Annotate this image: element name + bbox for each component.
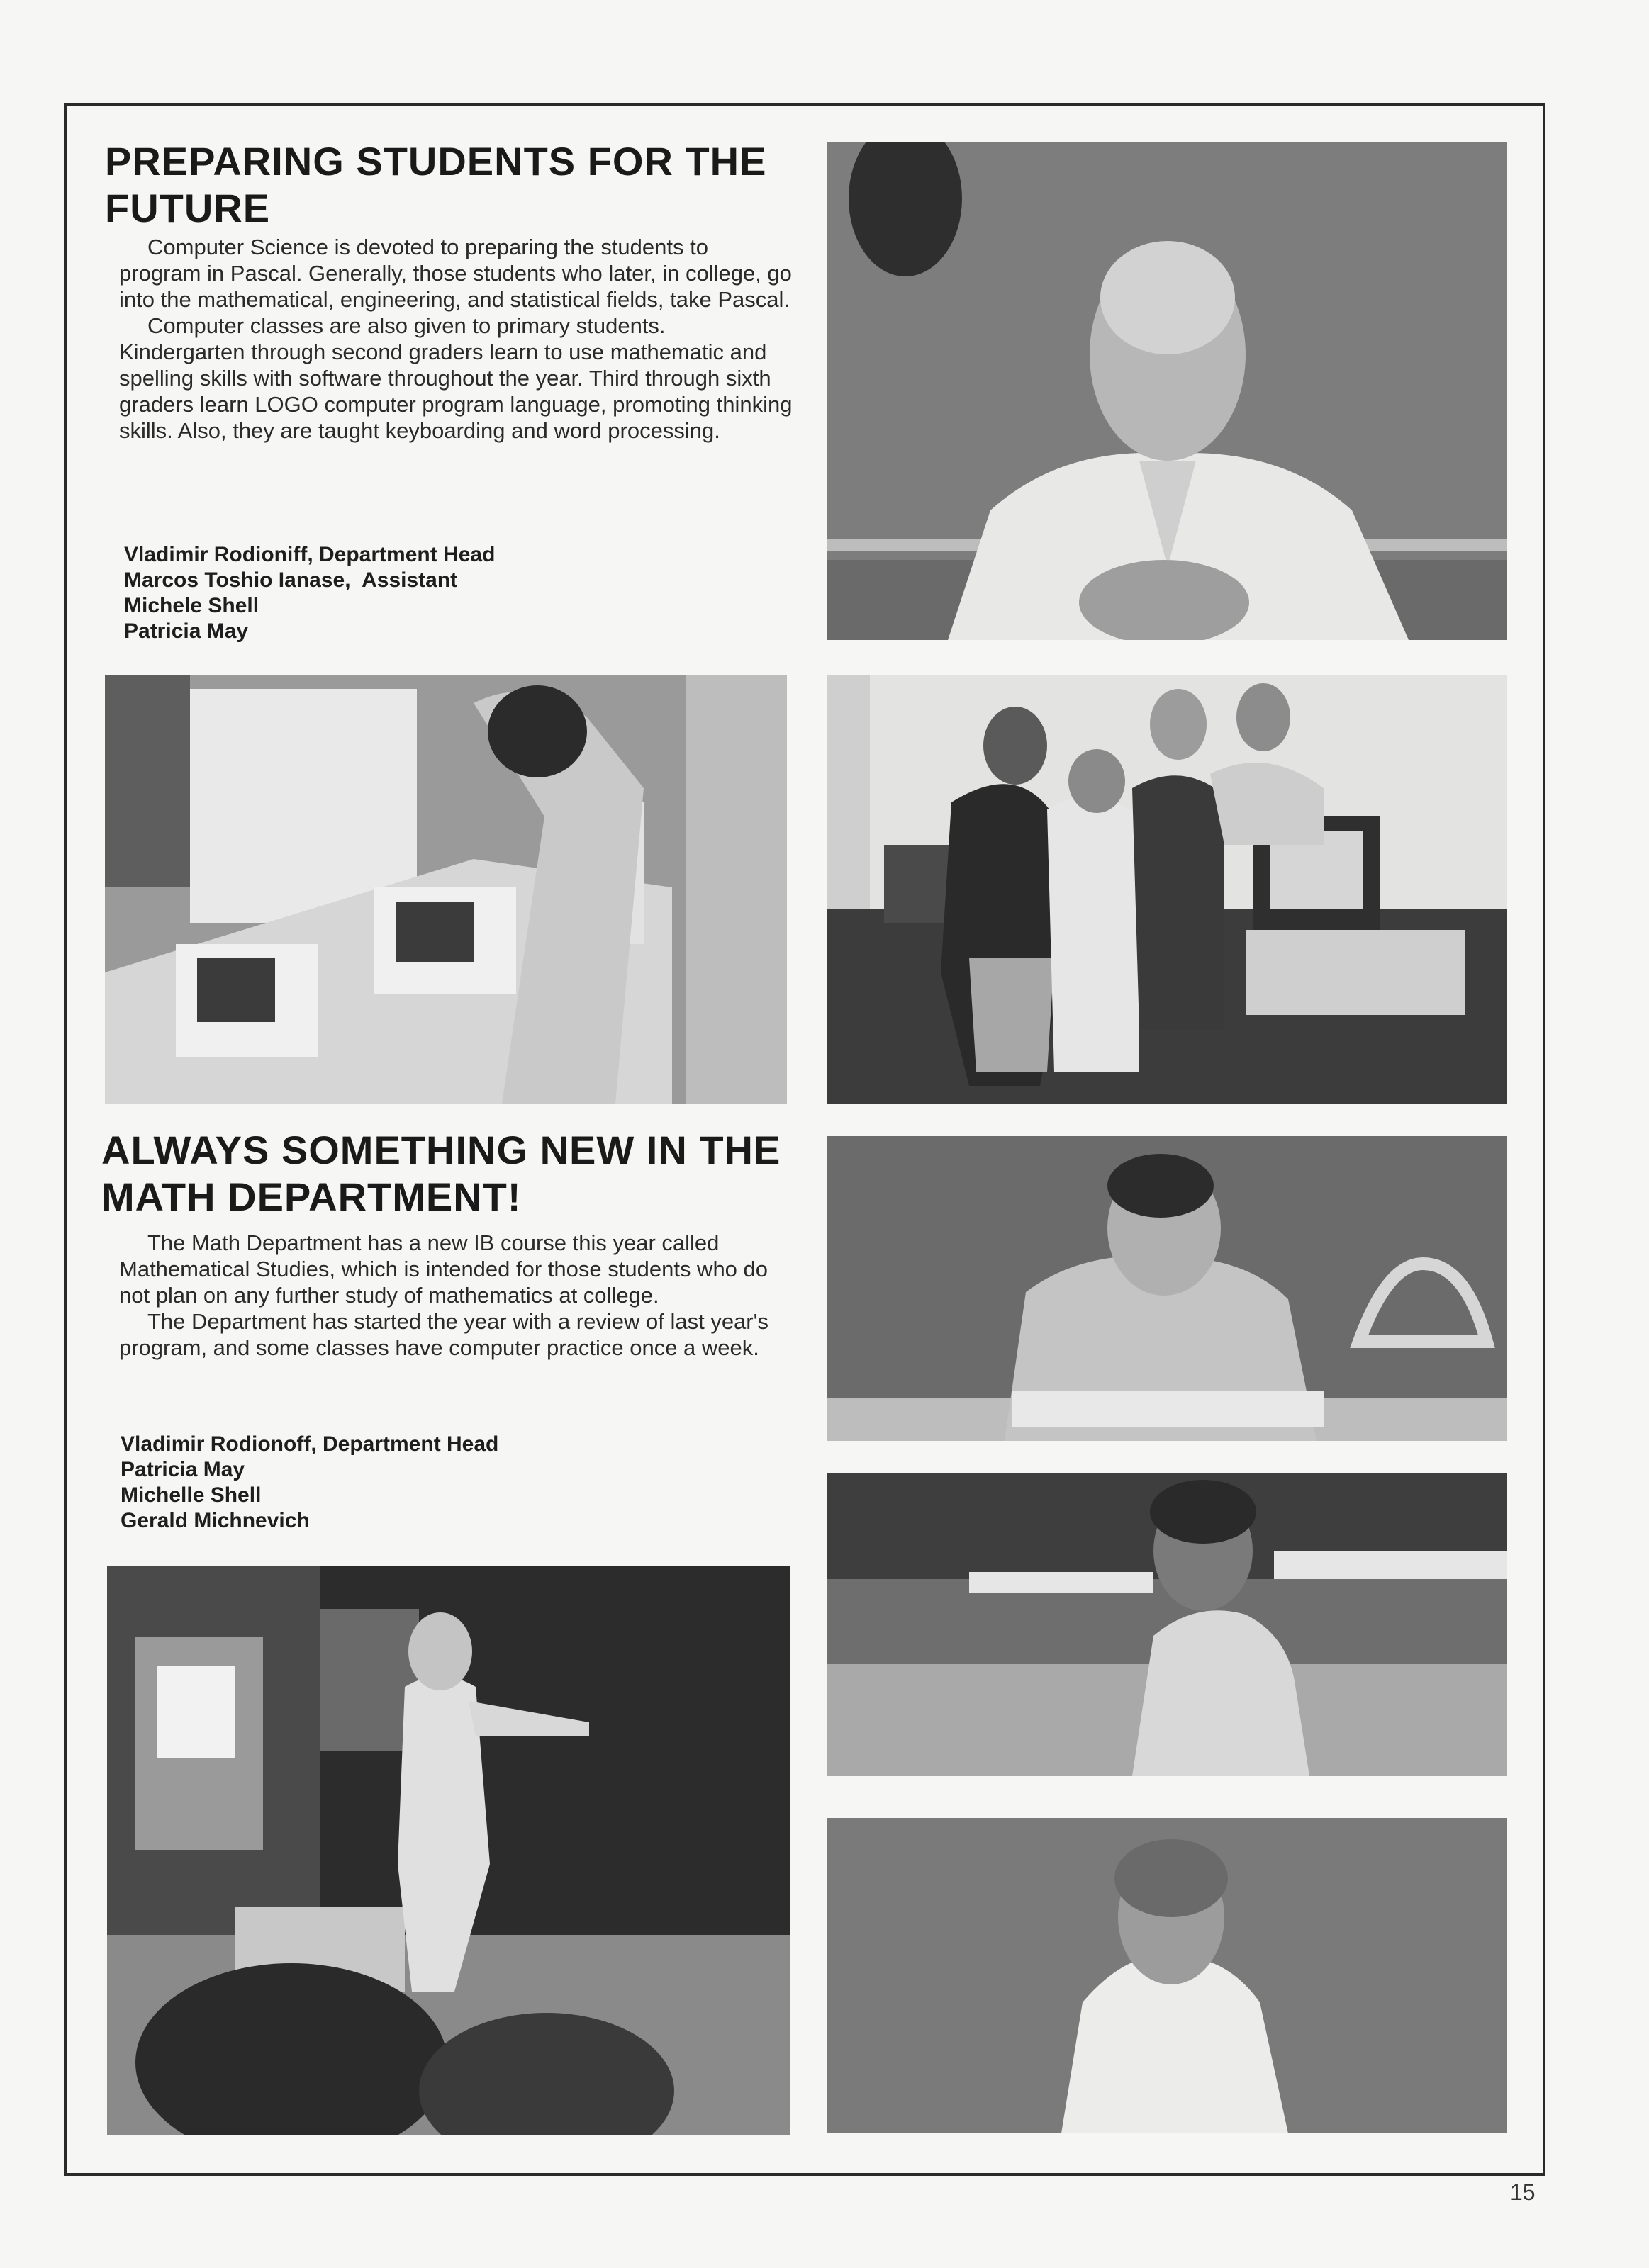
section2-staff-list (121, 1432, 759, 1534)
section2-paragraph-1: The Math Department has a new IB course this year called Mathematical Studies, which is intended for those students who do not plan on any further study of mathematics at college. (119, 1230, 768, 1308)
section2-body (119, 1230, 796, 1361)
staff-name: Michele Shell (124, 594, 259, 617)
staff-name: Patricia May (124, 619, 249, 643)
photo-department-head-portrait (827, 142, 1507, 640)
staff-name: Marcos Toshio Ianase, Assistant (124, 568, 458, 592)
page-number: 15 (1510, 2179, 1536, 2205)
photo-teacher-portrait-bottom (827, 1818, 1507, 2133)
section1-paragraph-2: Computer classes are also given to primary students. Kindergarten through second graders learn to use mathematic and spelling skills with software throughout the year. Third through sixth graders learn LOGO computer program language, promoting thinking skills. Also, they are taught keyboarding and word processing. (119, 313, 793, 443)
staff-name: Vladimir Rodionoff, Department Head (121, 1432, 499, 1456)
photo-computer-lab (105, 675, 787, 1104)
photo-math-teacher-seated (827, 1136, 1507, 1441)
section1-staff-list (124, 542, 762, 644)
section1-body (119, 234, 793, 444)
photo-teacher-at-chalkboard (107, 1566, 790, 2135)
staff-name: Patricia May (121, 1458, 245, 1481)
photo-teachers-group (827, 675, 1507, 1104)
staff-name: Michelle Shell (121, 1483, 262, 1507)
section2-title: ALWAYS SOMETHING NEW IN THE MATH DEPARTMENT! (101, 1128, 781, 1219)
section2-paragraph-2: The Department has started the year with a review of last year's program, and some classes have computer practice once a week. (119, 1309, 769, 1360)
section1-title: PREPARING STUDENTS FOR THE FUTURE (105, 139, 767, 230)
section1-paragraph-1: Computer Science is devoted to preparing the students to program in Pascal. Generally, those students who later, in college, go into the mathematical, engineering, and statistical fields, take Pascal. (119, 235, 792, 312)
staff-name: Gerald Michnevich (121, 1509, 310, 1532)
staff-name: Vladimir Rodioniff, Department Head (124, 543, 496, 566)
photo-teacher-outdoors (827, 1473, 1507, 1776)
